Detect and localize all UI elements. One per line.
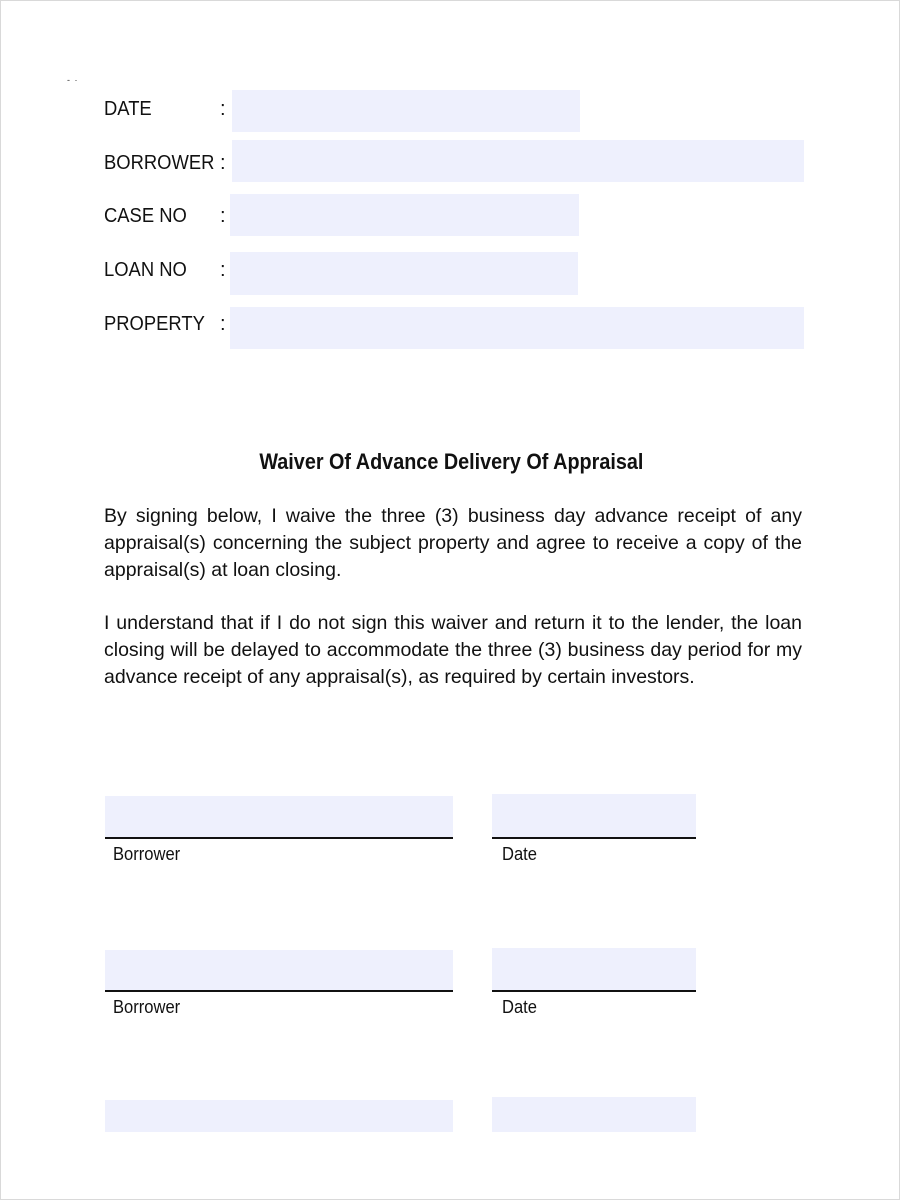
date-signature-label-2: Date xyxy=(502,997,537,1017)
date-signature-line-2 xyxy=(492,990,696,992)
borrower-label: BORROWER xyxy=(104,152,215,174)
header-mark: - · xyxy=(67,75,79,85)
date-label: DATE xyxy=(104,98,152,120)
borrower-signature-field-1[interactable] xyxy=(105,796,453,838)
date-signature-field-1[interactable] xyxy=(492,794,696,838)
date-signature-label-1: Date xyxy=(502,844,537,864)
date-colon: : xyxy=(220,98,226,120)
borrower-signature-line-1 xyxy=(105,837,453,839)
borrower-colon: : xyxy=(220,152,226,174)
loan-no-colon: : xyxy=(220,259,226,281)
property-label: PROPERTY xyxy=(104,313,205,335)
borrower-signature-label-1: Borrower xyxy=(113,844,181,864)
date-signature-field-2[interactable] xyxy=(492,948,696,991)
case-no-field[interactable] xyxy=(230,194,579,236)
date-signature-line-1 xyxy=(492,837,696,839)
document-title xyxy=(1,449,900,475)
borrower-signature-field-2[interactable] xyxy=(105,950,453,991)
property-colon: : xyxy=(220,313,226,335)
borrower-field[interactable] xyxy=(232,140,804,182)
borrower-signature-field-3[interactable] xyxy=(105,1100,453,1132)
borrower-signature-line-2 xyxy=(105,990,453,992)
date-field[interactable] xyxy=(232,90,580,132)
case-no-label: CASE NO xyxy=(104,205,187,227)
borrower-signature-label-2: Borrower xyxy=(113,997,181,1017)
loan-no-label: LOAN NO xyxy=(104,259,187,281)
waiver-paragraph-1: By signing below, I waive the three (3) business day advance receipt of any appraisal(s) concerning the subject property and agree to receive a copy of the appraisal(s) at loan closing. xyxy=(104,505,802,581)
document-title-text: Waiver Of Advance Delivery Of Appraisal xyxy=(258,449,644,474)
waiver-paragraph-2: I understand that if I do not sign this waiver and return it to the lender, the loan closing will be delayed to accommodate the three (3) business day period for my advance receipt of any appraisal(s), as required by certain investors. xyxy=(104,612,802,688)
date-signature-field-3[interactable] xyxy=(492,1097,696,1132)
case-no-colon: : xyxy=(220,205,226,227)
loan-no-field[interactable] xyxy=(230,252,578,295)
property-field[interactable] xyxy=(230,307,804,349)
